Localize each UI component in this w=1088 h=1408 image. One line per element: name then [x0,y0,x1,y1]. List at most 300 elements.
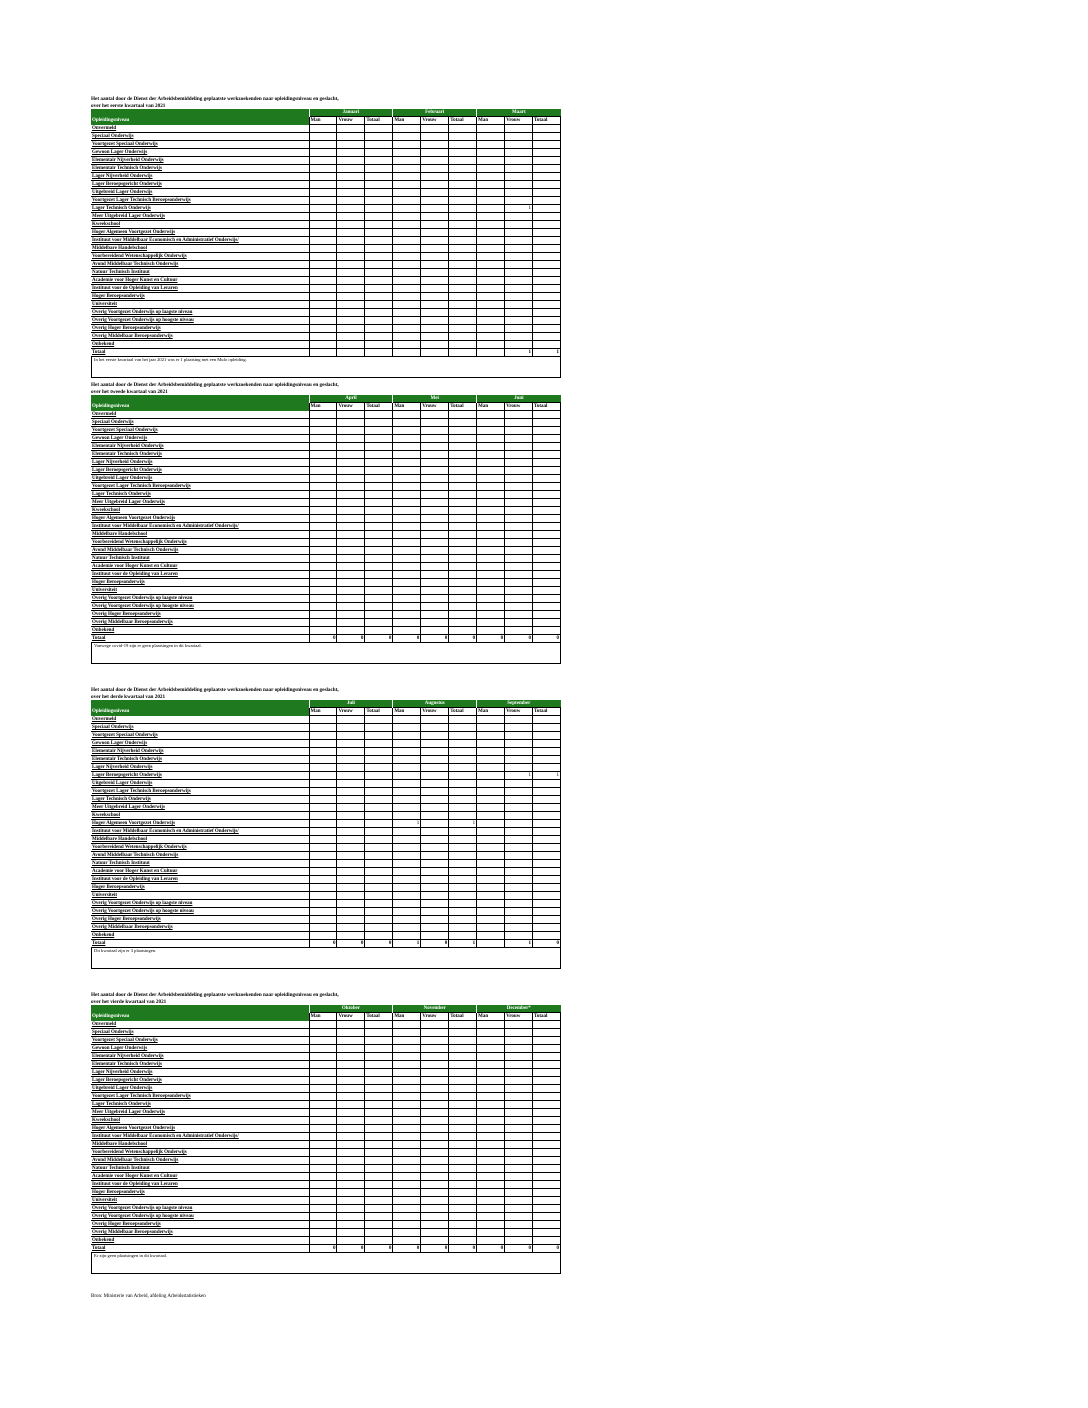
value-cell [393,237,421,245]
value-cell [365,149,393,157]
value-cell [309,1213,337,1221]
gender-header: Totaal [365,117,393,125]
gender-header: Totaal [533,403,561,411]
value-cell [309,197,337,205]
value-cell [309,499,337,507]
value-cell [365,868,393,876]
value-cell [337,531,365,539]
value-cell [421,221,449,229]
value-cell [421,293,449,301]
value-cell [477,245,505,253]
value-cell [393,900,421,908]
value-cell [337,595,365,603]
value-cell [533,579,561,587]
value-cell [393,1101,421,1109]
row-label: Overig Hoger Beroepsonderwijs [91,611,309,619]
value-cell [337,277,365,285]
value-cell [309,1133,337,1141]
table-row [91,285,561,293]
value-cell [309,812,337,820]
value-cell [309,1141,337,1149]
value-cell [421,772,449,780]
row-label: Instituut voor de Opleiding van Leraren [91,876,309,884]
row-label: Middelbare Handelschool [91,531,309,539]
value-cell [337,1181,365,1189]
value-cell [393,836,421,844]
value-cell [477,499,505,507]
total-cell [449,349,477,357]
value-cell [477,1085,505,1093]
row-label: Elementair Nijverheid Onderwijs [91,1053,309,1061]
row-label: Instituut voor Middelbaar Economisch en Administratief Onderwijs/ [91,1133,309,1141]
section-title [91,687,561,700]
value-cell [309,748,337,756]
value-cell [505,427,533,435]
value-cell [421,189,449,197]
table-row [91,1141,561,1149]
value-cell [449,788,477,796]
value-cell [337,317,365,325]
value-cell [421,443,449,451]
value-cell [533,1061,561,1069]
table-row [91,796,561,804]
value-cell [365,229,393,237]
table-row [91,411,561,419]
value-cell [505,748,533,756]
value-cell [449,1213,477,1221]
value-cell [337,892,365,900]
value-cell [505,796,533,804]
value-cell [477,1181,505,1189]
value-cell [477,205,505,213]
value-cell [449,1197,477,1205]
value-cell [477,924,505,932]
value-cell [449,261,477,269]
value-cell [393,1125,421,1133]
value-cell [337,1093,365,1101]
value-cell [309,1077,337,1085]
row-label: Overig Voortgezet Onderwijs op hoogste niveau [91,603,309,611]
value-cell [533,748,561,756]
value-cell [337,197,365,205]
value-cell [477,1229,505,1237]
value-cell [421,427,449,435]
value-cell [477,1197,505,1205]
value-cell [309,285,337,293]
table-row [91,900,561,908]
value-cell [421,205,449,213]
month-header: Mei [393,395,477,403]
value-cell [309,724,337,732]
value-cell [505,1141,533,1149]
value-cell [365,884,393,892]
value-cell [477,133,505,141]
value-cell [477,1125,505,1133]
total-cell: 0 [365,940,393,948]
value-cell [449,611,477,619]
row-label: Overig Hoger Beroepsonderwijs [91,916,309,924]
value-cell [421,828,449,836]
row-label: Lager Technisch Onderwijs [91,205,309,213]
value-cell [505,852,533,860]
value-cell [309,205,337,213]
value-cell [337,932,365,940]
value-cell [477,1069,505,1077]
table-row [91,908,561,916]
value-cell [533,804,561,812]
value-cell [533,788,561,796]
table-row [91,317,561,325]
value-cell [533,317,561,325]
total-cell [309,349,337,357]
value-cell [421,149,449,157]
value-cell [365,427,393,435]
row-label: Voorbereidend Wetenschappelijk Onderwijs [91,1149,309,1157]
value-cell [393,1037,421,1045]
value-cell [337,515,365,523]
value-cell [365,547,393,555]
table-row [91,892,561,900]
table-row [91,627,561,635]
table-row [91,555,561,563]
value-cell [309,1053,337,1061]
value-cell [421,523,449,531]
value-cell [533,443,561,451]
table-row [91,780,561,788]
value-cell [337,285,365,293]
placement-table [91,1005,561,1253]
value-cell [505,341,533,349]
value-cell [309,309,337,317]
value-cell [309,1221,337,1229]
value-cell [505,269,533,277]
row-label: Gewoon Lager Onderwijs [91,1045,309,1053]
section-title [91,96,561,109]
value-cell [393,1069,421,1077]
value-cell [449,515,477,523]
value-cell [449,1221,477,1229]
value-cell [449,547,477,555]
value-cell [533,1021,561,1029]
row-label: Speciaal Onderwijs [91,419,309,427]
value-cell [477,748,505,756]
value-cell [309,860,337,868]
value-cell [421,788,449,796]
value-cell [309,411,337,419]
value-cell [477,836,505,844]
value-cell [449,1141,477,1149]
value-cell [533,133,561,141]
table-row [91,237,561,245]
row-label: Overig Voortgezet Onderwijs op laagste niveau [91,595,309,603]
value-cell [393,908,421,916]
value-cell [505,1237,533,1245]
value-cell [505,133,533,141]
value-cell [309,1157,337,1165]
row-label: Kweekschool [91,221,309,229]
gender-header: Vrouw [337,1013,365,1021]
value-cell [309,221,337,229]
row-label: Instituut voor de Opleiding van Leraren [91,1181,309,1189]
value-cell [393,1077,421,1085]
value-cell [337,475,365,483]
value-cell [309,1085,337,1093]
value-cell [505,181,533,189]
value-cell [533,900,561,908]
gender-header: Vrouw [505,117,533,125]
value-cell [365,1197,393,1205]
gender-header: Man [477,1013,505,1021]
value-cell [365,1117,393,1125]
value-cell [421,587,449,595]
value-cell [505,780,533,788]
value-cell [533,724,561,732]
month-header: Februari [393,109,477,117]
value-cell [309,523,337,531]
value-cell [365,804,393,812]
value-cell [477,149,505,157]
value-cell [533,411,561,419]
value-cell [533,1205,561,1213]
value-cell [365,788,393,796]
value-cell [421,1221,449,1229]
value-cell [337,780,365,788]
value-cell [309,820,337,828]
value-cell [505,141,533,149]
value-cell [477,277,505,285]
value-cell [365,293,393,301]
table-row [91,1229,561,1237]
value-cell [337,189,365,197]
value-cell [337,333,365,341]
value-cell [393,1181,421,1189]
row-label: Elementair Nijverheid Onderwijs [91,748,309,756]
value-cell [505,1181,533,1189]
value-cell [393,732,421,740]
value-cell [449,908,477,916]
value-cell [421,499,449,507]
value-cell [477,884,505,892]
table-row [91,507,561,515]
value-cell [365,531,393,539]
value-cell [393,181,421,189]
value-cell [309,796,337,804]
value-cell [477,261,505,269]
value-cell [449,579,477,587]
value-cell [393,579,421,587]
value-cell [533,627,561,635]
value-cell [365,1237,393,1245]
value-cell [309,507,337,515]
value-cell [337,571,365,579]
table-row [91,587,561,595]
value-cell [337,173,365,181]
value-cell [477,724,505,732]
gender-header: Vrouw [337,403,365,411]
value-cell [393,531,421,539]
table-row [91,1237,561,1245]
value-cell [365,523,393,531]
value-cell [477,1093,505,1101]
value-cell [421,884,449,892]
value-cell [337,579,365,587]
value-cell [365,932,393,940]
total-label: Totaal [91,349,309,357]
value-cell [365,309,393,317]
title-line-2: over het tweede kwartaal van 2021 [91,388,168,395]
value-cell [533,293,561,301]
gender-header: Man [309,1013,337,1021]
row-label: Natuur Technisch Instituut [91,269,309,277]
value-cell [337,451,365,459]
value-cell [505,435,533,443]
value-cell [393,419,421,427]
value-cell [393,852,421,860]
value-cell [505,1085,533,1093]
row-label: Elementair Nijverheid Onderwijs [91,157,309,165]
gender-header: Vrouw [505,1013,533,1021]
value-cell [421,740,449,748]
row-label: Voortgezet Speciaal Onderwijs [91,427,309,435]
value-cell [421,301,449,309]
value-cell [533,716,561,724]
row-label: Elementair Technisch Onderwijs [91,451,309,459]
table-row [91,1205,561,1213]
value-cell [477,1117,505,1125]
value-cell [505,571,533,579]
value-cell [421,932,449,940]
value-cell [337,796,365,804]
table-row [91,932,561,940]
value-cell [449,1125,477,1133]
value-cell [337,237,365,245]
value-cell [421,333,449,341]
value-cell [365,157,393,165]
section-note: Er zijn geen plaatsingen in dit kwartaal. [91,1253,561,1274]
value-cell [421,1061,449,1069]
value-cell [365,1205,393,1213]
value-cell [393,1189,421,1197]
value-cell [533,427,561,435]
value-cell [337,1133,365,1141]
value-cell [505,804,533,812]
value-cell [365,539,393,547]
value-cell [421,844,449,852]
row-label: Elementair Nijverheid Onderwijs [91,443,309,451]
gender-header: Vrouw [337,708,365,716]
value-cell [505,309,533,317]
value-cell [477,740,505,748]
value-cell [309,1165,337,1173]
value-cell [309,467,337,475]
value-cell [309,1093,337,1101]
value-cell [393,611,421,619]
value-cell [505,1189,533,1197]
value-cell [505,523,533,531]
placement-table [91,700,561,948]
level-header: Opleidingsniveau [91,708,309,716]
value-cell [421,531,449,539]
value-cell [449,277,477,285]
value-cell [477,1101,505,1109]
value-cell [365,189,393,197]
value-cell [421,627,449,635]
value-cell [449,748,477,756]
table-row [91,828,561,836]
value-cell [365,1221,393,1229]
value-cell [365,571,393,579]
value-cell [477,189,505,197]
value-cell [393,1109,421,1117]
table-row [91,1181,561,1189]
value-cell [337,1117,365,1125]
row-label: Lager Technisch Onderwijs [91,491,309,499]
value-cell [533,165,561,173]
value-cell [393,205,421,213]
value-cell [309,804,337,812]
row-label: Natuur Technisch Instituut [91,1165,309,1173]
value-cell [365,285,393,293]
row-label: Overig Hoger Beroepsonderwijs [91,325,309,333]
row-label: Instituut voor de Opleiding van Leraren [91,571,309,579]
value-cell [393,1085,421,1093]
row-label: Speciaal Onderwijs [91,724,309,732]
value-cell [309,908,337,916]
value-cell [477,229,505,237]
value-cell [505,165,533,173]
table-row [91,443,561,451]
row-label: Onbekend [91,627,309,635]
value-cell [533,1109,561,1117]
value-cell [421,253,449,261]
value-cell [421,732,449,740]
value-cell [449,173,477,181]
value-cell [421,595,449,603]
value-cell [309,419,337,427]
table-row [91,277,561,285]
value-cell [421,277,449,285]
row-label: Middelbare Handelschool [91,245,309,253]
value-cell [505,1125,533,1133]
value-cell [365,619,393,627]
value-cell [449,341,477,349]
value-cell [449,325,477,333]
table-row [91,1117,561,1125]
value-cell [421,1229,449,1237]
value-cell [449,229,477,237]
value-cell [449,836,477,844]
value-cell [337,133,365,141]
month-header: Juli [309,700,393,708]
value-cell [365,796,393,804]
value-cell [505,475,533,483]
row-label: Academie voor Hoger Kunst en Cultuur [91,563,309,571]
value-cell [533,1237,561,1245]
total-cell: 1 [393,940,421,948]
value-cell [337,1213,365,1221]
table-row [91,1053,561,1061]
value-cell [505,197,533,205]
value-cell [505,483,533,491]
value-cell [477,1173,505,1181]
value-cell [449,1117,477,1125]
value-cell [309,141,337,149]
value-cell [393,539,421,547]
value-cell [309,1069,337,1077]
value-cell [505,173,533,181]
value-cell [393,435,421,443]
value-cell [309,459,337,467]
